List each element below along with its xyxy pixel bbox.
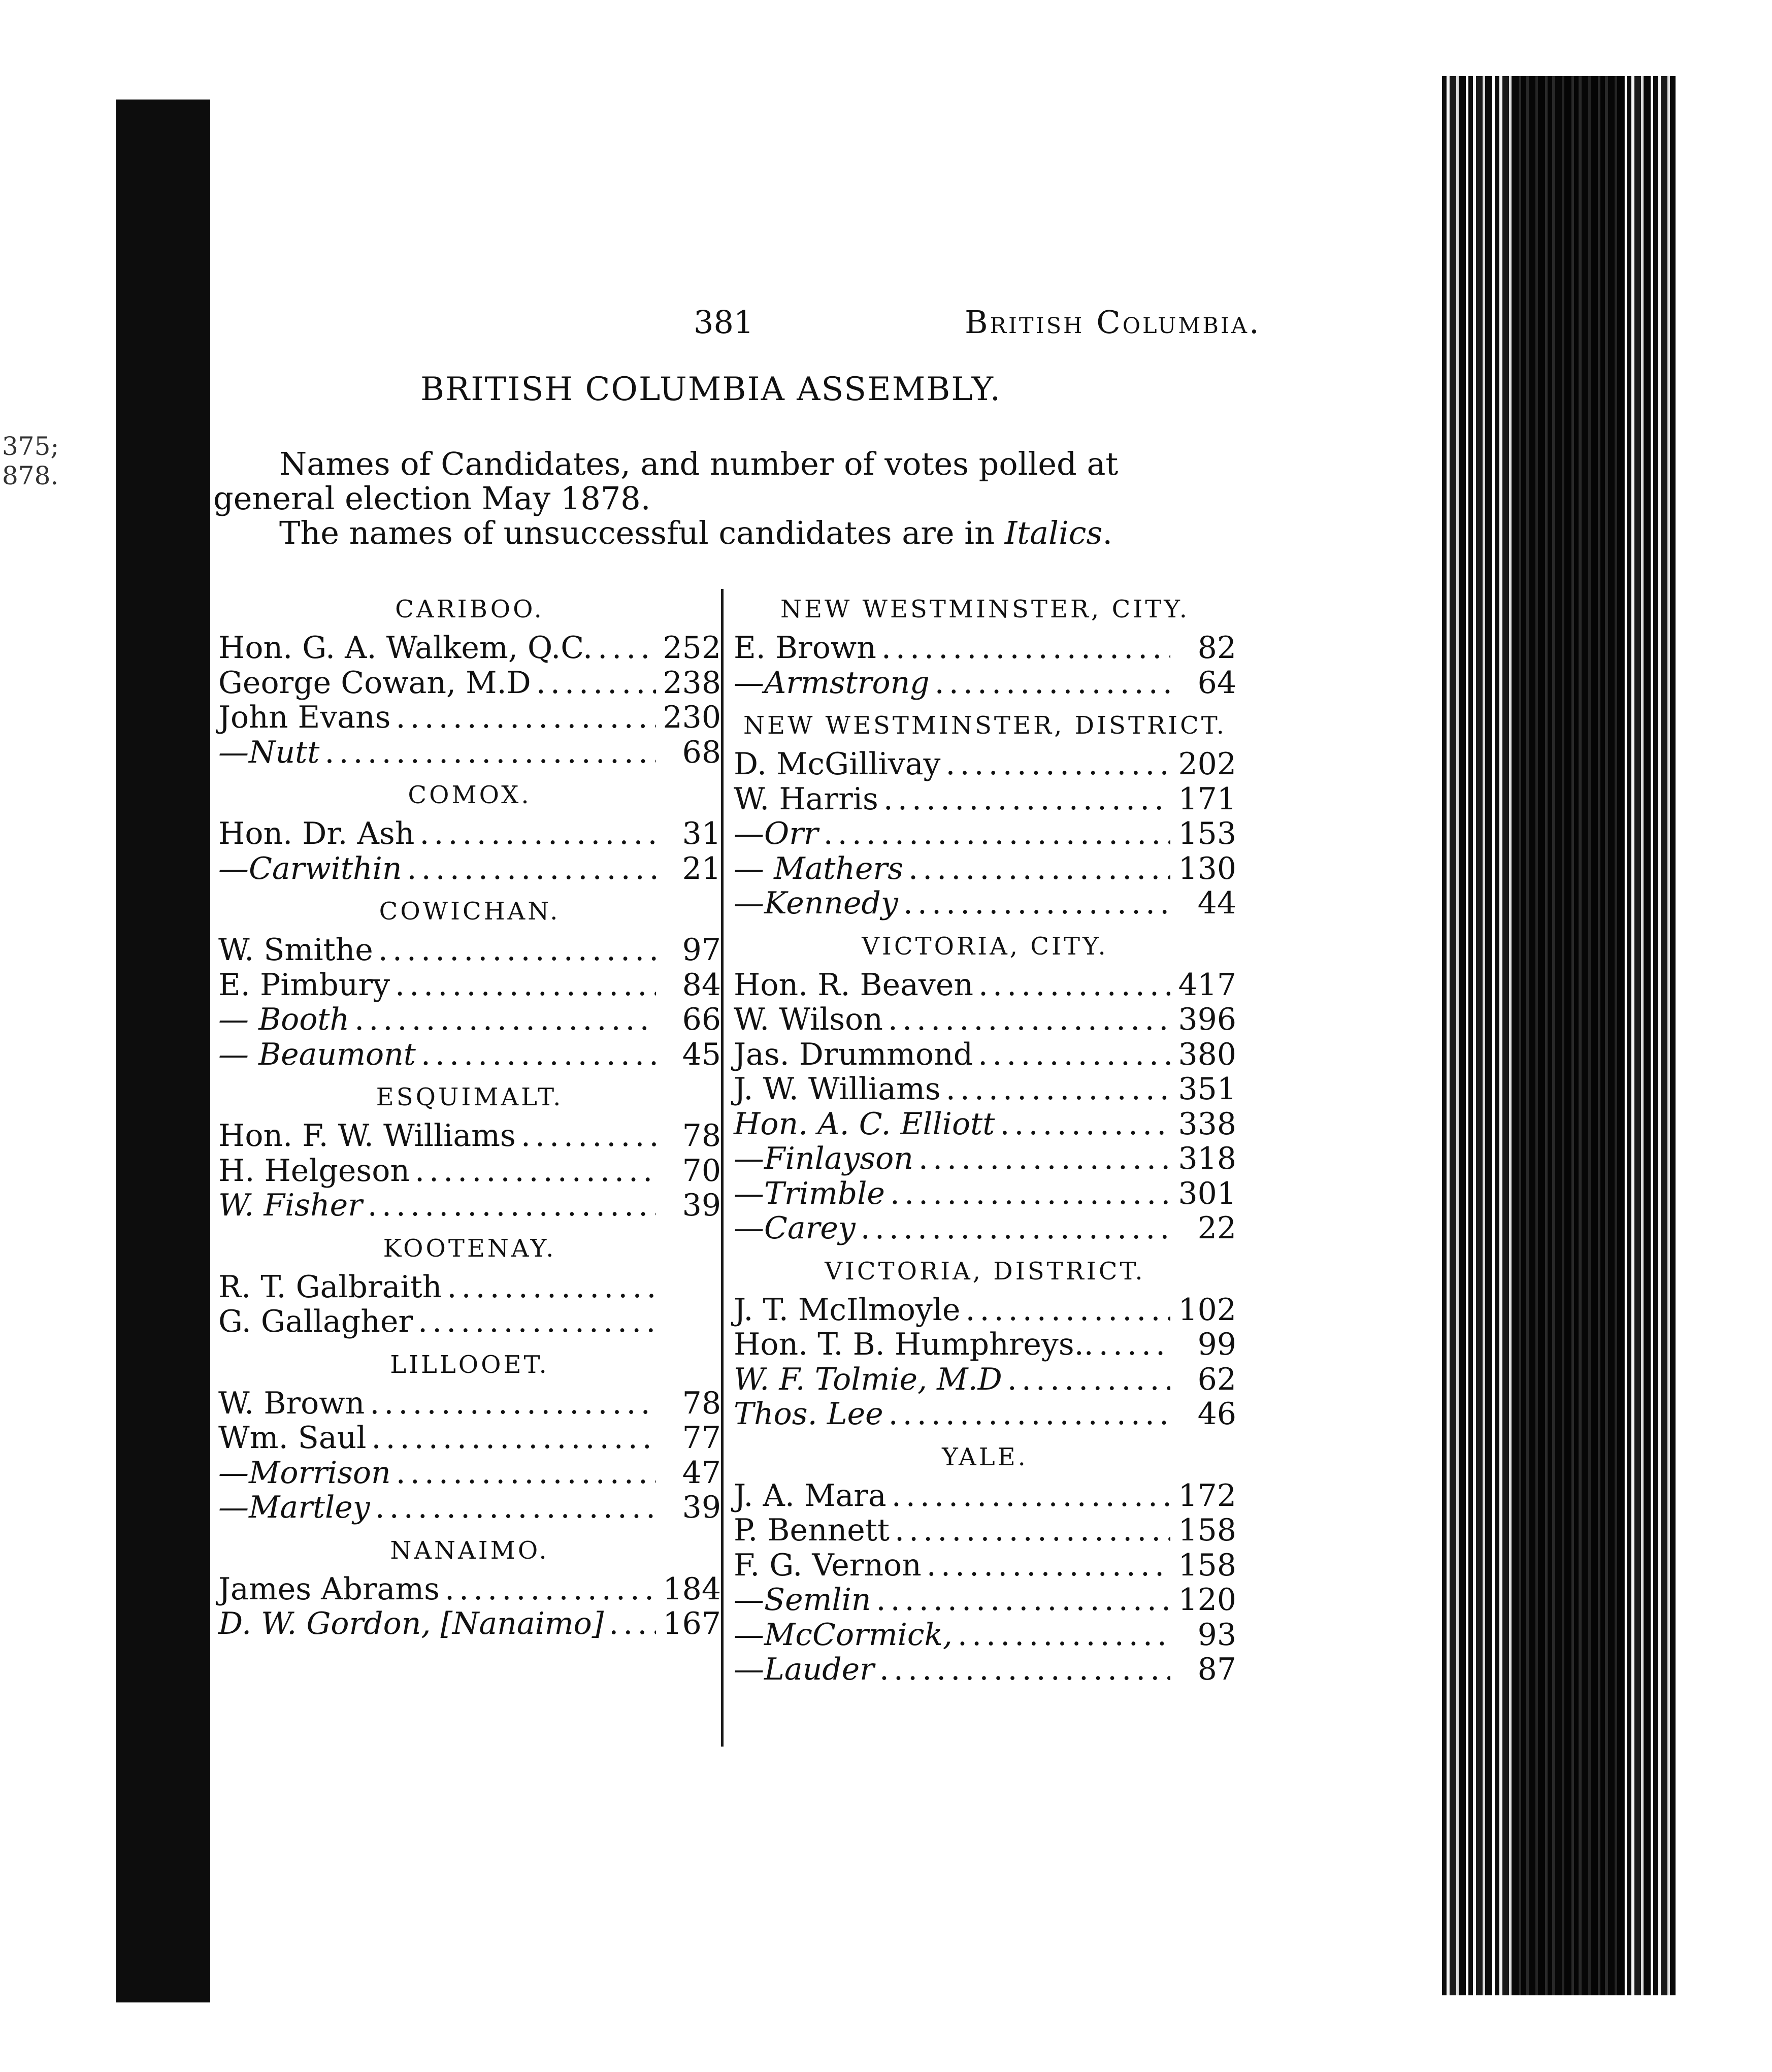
candidate-row bbox=[734, 782, 1236, 817]
candidate-row bbox=[218, 1154, 721, 1189]
dot-leader bbox=[903, 886, 1170, 921]
candidate-row bbox=[218, 1490, 721, 1525]
district-kootenay bbox=[218, 1223, 721, 1339]
district-yale bbox=[734, 1432, 1236, 1687]
candidate-row bbox=[734, 1107, 1236, 1142]
candidate-row bbox=[218, 1606, 721, 1641]
candidate-name: Thos. Lee bbox=[734, 1396, 883, 1432]
candidate-row bbox=[734, 1211, 1236, 1246]
dot-leader bbox=[407, 851, 657, 886]
vote-count: 158 bbox=[1178, 1512, 1236, 1548]
candidate-name: —McCormick, bbox=[734, 1617, 953, 1653]
candidate-row bbox=[734, 666, 1236, 701]
vote-count: 97 bbox=[682, 932, 721, 968]
dot-leader bbox=[883, 782, 1170, 817]
candidate-name: —Orr bbox=[734, 816, 818, 851]
vote-count: 45 bbox=[682, 1036, 721, 1072]
candidate-row bbox=[218, 816, 721, 851]
district-title: COMOX. bbox=[408, 781, 532, 809]
candidate-name: — Booth bbox=[218, 1002, 350, 1037]
candidate-name: J. T. McIlmoyle bbox=[734, 1292, 961, 1328]
candidate-name: —Lauder bbox=[734, 1652, 874, 1687]
vote-count: 22 bbox=[1197, 1210, 1236, 1246]
district-victoria-district bbox=[734, 1246, 1236, 1432]
candidate-row bbox=[218, 1119, 721, 1154]
vote-count: 64 bbox=[1197, 665, 1236, 701]
candidate-row bbox=[734, 851, 1236, 886]
district-victoria-city bbox=[734, 921, 1236, 1246]
candidate-name: Hon. Dr. Ash bbox=[218, 816, 415, 851]
candidate-name: F. G. Vernon bbox=[734, 1547, 922, 1583]
candidate-row bbox=[218, 1037, 721, 1072]
candidate-name: W. Wilson bbox=[734, 1002, 883, 1037]
candidate-name: —Armstrong bbox=[734, 665, 930, 701]
vote-count: 301 bbox=[1178, 1175, 1236, 1211]
candidate-row bbox=[218, 700, 721, 735]
candidate-name: —Carey bbox=[734, 1210, 856, 1246]
district-new-westminster-city bbox=[734, 584, 1236, 700]
intro-line-1: Names of Candidates, and number of votes polled at general election May 1878. bbox=[213, 445, 1119, 517]
dot-leader bbox=[889, 1397, 1170, 1432]
candidate-name: —Carwithin bbox=[218, 850, 402, 886]
right-column bbox=[734, 584, 1236, 1687]
vote-count: 120 bbox=[1178, 1582, 1236, 1618]
vote-count: 238 bbox=[663, 665, 721, 701]
dot-leader bbox=[881, 631, 1170, 666]
candidate-row bbox=[734, 1618, 1236, 1653]
dot-leader bbox=[445, 1572, 656, 1607]
candidate-name: J. A. Mara bbox=[734, 1477, 887, 1514]
candidate-row bbox=[734, 1037, 1236, 1072]
candidate-row bbox=[218, 968, 721, 1003]
candidate-row bbox=[734, 816, 1236, 851]
vote-count: 230 bbox=[663, 700, 721, 735]
dot-leader bbox=[876, 1583, 1170, 1618]
vote-count: 68 bbox=[682, 734, 721, 770]
candidate-row bbox=[218, 1572, 721, 1607]
column-divider bbox=[721, 589, 724, 1747]
vote-count: 77 bbox=[682, 1420, 721, 1456]
dot-leader bbox=[1007, 1362, 1170, 1397]
candidate-row bbox=[218, 1304, 721, 1339]
dot-leader bbox=[946, 1072, 1170, 1107]
margin-note-line-2: 878. bbox=[2, 461, 59, 490]
vote-count: 396 bbox=[1178, 1002, 1236, 1037]
candidate-row bbox=[734, 1583, 1236, 1618]
candidate-name: Hon. G. A. Walkem, Q.C. bbox=[218, 630, 593, 666]
candidate-name: W. Harris bbox=[734, 781, 878, 817]
vote-count: 21 bbox=[682, 850, 721, 886]
candidate-row bbox=[734, 1397, 1236, 1432]
candidate-row bbox=[218, 933, 721, 968]
vote-count: 318 bbox=[1178, 1141, 1236, 1176]
candidate-name: —Finlayson bbox=[734, 1141, 913, 1176]
vote-count: 172 bbox=[1178, 1477, 1236, 1514]
intro-line-2-prefix: The names of unsuccessful candidates are in bbox=[279, 514, 1005, 551]
dot-leader bbox=[370, 1386, 656, 1421]
district-title: CARIBOO. bbox=[395, 595, 544, 623]
candidate-row bbox=[734, 1072, 1236, 1107]
district-nanaimo bbox=[218, 1525, 721, 1641]
candidate-row bbox=[218, 1456, 721, 1491]
dot-leader bbox=[895, 1513, 1170, 1548]
candidate-name: Jas. Drummond bbox=[734, 1036, 973, 1072]
vote-count: 62 bbox=[1197, 1361, 1236, 1397]
candidate-row bbox=[734, 1327, 1236, 1362]
dot-leader bbox=[378, 933, 656, 968]
candidate-name: W. F. Tolmie, M.D bbox=[734, 1361, 1002, 1397]
candidate-name: —Trimble bbox=[734, 1175, 885, 1211]
vote-count: 46 bbox=[1197, 1396, 1236, 1432]
candidate-row bbox=[218, 1386, 721, 1421]
vote-count: 31 bbox=[682, 816, 721, 851]
dot-leader bbox=[419, 816, 656, 851]
dot-leader bbox=[415, 1154, 656, 1189]
candidate-row bbox=[734, 1002, 1236, 1037]
candidate-name: — Mathers bbox=[734, 850, 904, 886]
vote-count: 82 bbox=[1197, 630, 1236, 666]
dot-leader bbox=[609, 1606, 656, 1641]
candidate-row bbox=[218, 1421, 721, 1456]
dot-leader bbox=[935, 666, 1170, 701]
district-title: LILLOOET. bbox=[390, 1350, 549, 1379]
candidate-row bbox=[734, 968, 1236, 1003]
vote-count: 130 bbox=[1178, 850, 1236, 886]
candidate-name: Hon. F. W. Williams bbox=[218, 1118, 516, 1154]
dot-leader bbox=[598, 631, 656, 666]
page-title-text: BRITISH COLUMBIA ASSEMBLY. bbox=[420, 371, 1002, 408]
vote-count: 171 bbox=[1178, 781, 1236, 817]
candidate-name: George Cowan, M.D bbox=[218, 665, 531, 701]
candidate-row bbox=[734, 886, 1236, 921]
vote-count: 380 bbox=[1178, 1036, 1236, 1072]
candidate-name: W. Brown bbox=[218, 1385, 365, 1421]
vote-count: 158 bbox=[1178, 1547, 1236, 1583]
candidate-row bbox=[218, 631, 721, 666]
district-title: NEW WESTMINSTER, CITY. bbox=[780, 595, 1190, 623]
vote-count: 102 bbox=[1178, 1292, 1236, 1328]
dot-leader bbox=[418, 1304, 656, 1339]
candidate-row bbox=[734, 1652, 1236, 1687]
candidate-name: —Morrison bbox=[218, 1455, 391, 1491]
dot-leader bbox=[978, 968, 1170, 1003]
vote-count: 202 bbox=[1178, 746, 1236, 782]
vote-count: 417 bbox=[1178, 967, 1236, 1003]
page-number: 381 bbox=[694, 304, 754, 341]
margin-note-line-1: 375; bbox=[2, 432, 59, 461]
candidate-name: W. Smithe bbox=[218, 932, 373, 968]
candidate-row bbox=[734, 1513, 1236, 1548]
page-title bbox=[0, 371, 1422, 408]
candidate-name: H. Helgeson bbox=[218, 1153, 410, 1189]
intro-line-2 bbox=[213, 516, 1234, 550]
vote-count: 351 bbox=[1178, 1071, 1236, 1107]
vote-count: 78 bbox=[682, 1385, 721, 1421]
dot-leader bbox=[447, 1270, 656, 1305]
district-lillooet bbox=[218, 1339, 721, 1525]
dot-leader bbox=[324, 735, 656, 770]
candidate-name: —Martley bbox=[218, 1490, 370, 1525]
dot-leader bbox=[890, 1176, 1170, 1211]
dot-leader bbox=[879, 1652, 1170, 1687]
candidate-name: D. McGillivay bbox=[734, 746, 941, 782]
candidate-row bbox=[218, 735, 721, 770]
candidate-row bbox=[734, 1293, 1236, 1328]
intro-line-2-suffix: . bbox=[1102, 514, 1113, 551]
candidate-name: E. Pimbury bbox=[218, 967, 390, 1003]
dot-leader bbox=[824, 816, 1170, 851]
dot-leader bbox=[354, 1002, 656, 1037]
district-title: ESQUIMALT. bbox=[376, 1083, 564, 1111]
intro-italics-word: Italics bbox=[1004, 514, 1103, 551]
candidate-name: —Kennedy bbox=[734, 885, 898, 921]
candidate-row bbox=[734, 631, 1236, 666]
dot-leader bbox=[888, 1002, 1170, 1037]
dot-leader bbox=[958, 1618, 1170, 1653]
vote-count: 167 bbox=[663, 1606, 721, 1641]
vote-count: 70 bbox=[682, 1153, 721, 1189]
candidate-name: Hon. T. B. Humphreys.. bbox=[734, 1327, 1094, 1362]
district-title: VICTORIA, CITY. bbox=[862, 932, 1108, 961]
dot-leader bbox=[965, 1293, 1170, 1328]
dot-leader bbox=[908, 851, 1170, 886]
intro bbox=[213, 447, 1234, 550]
candidate-name: R. T. Galbraith bbox=[218, 1269, 442, 1305]
dot-leader bbox=[371, 1421, 656, 1456]
vote-count: 338 bbox=[1178, 1106, 1236, 1142]
district-title: YALE. bbox=[942, 1442, 1028, 1471]
candidate-name: D. W. Gordon, [Nanaimo] bbox=[218, 1606, 604, 1641]
candidate-row bbox=[218, 1188, 721, 1223]
candidate-name: Hon. R. Beaven bbox=[734, 967, 973, 1003]
vote-count: 84 bbox=[682, 967, 721, 1003]
candidate-row bbox=[218, 1270, 721, 1305]
candidate-name: P. Bennett bbox=[734, 1512, 890, 1548]
candidate-row bbox=[734, 1176, 1236, 1211]
candidate-name: J. W. Williams bbox=[734, 1071, 941, 1107]
page-edge-shadow bbox=[1518, 76, 1625, 1995]
candidate-row bbox=[734, 747, 1236, 782]
candidate-name: —Nutt bbox=[218, 734, 320, 770]
candidate-name: Hon. A. C. Elliott bbox=[734, 1106, 995, 1142]
candidate-name: —Semlin bbox=[734, 1582, 871, 1618]
candidate-row bbox=[734, 1478, 1236, 1514]
candidate-name: John Evans bbox=[218, 700, 391, 735]
district-comox bbox=[218, 770, 721, 886]
candidate-row bbox=[734, 1362, 1236, 1397]
dot-leader bbox=[927, 1548, 1170, 1583]
dot-leader bbox=[892, 1478, 1170, 1514]
vote-count: 66 bbox=[682, 1002, 721, 1037]
dot-leader bbox=[978, 1037, 1170, 1072]
district-title: NEW WESTMINSTER, DISTRICT. bbox=[743, 711, 1227, 740]
vote-count: 153 bbox=[1178, 816, 1236, 851]
dot-leader bbox=[396, 700, 656, 735]
candidate-name: — Beaumont bbox=[218, 1036, 416, 1072]
dot-leader bbox=[421, 1037, 656, 1072]
district-title: NANAIMO. bbox=[390, 1536, 549, 1565]
district-title: COWICHAN. bbox=[379, 897, 561, 926]
candidate-row bbox=[734, 1141, 1236, 1176]
district-cariboo bbox=[218, 584, 721, 770]
candidate-row bbox=[218, 851, 721, 886]
candidate-name: W. Fisher bbox=[218, 1188, 363, 1223]
candidate-row bbox=[218, 1002, 721, 1037]
vote-count: 44 bbox=[1197, 885, 1236, 921]
dot-leader bbox=[945, 747, 1170, 782]
vote-count: 78 bbox=[682, 1118, 721, 1154]
dot-leader bbox=[395, 968, 656, 1003]
candidate-name: Wm. Saul bbox=[218, 1420, 367, 1456]
candidate-name: G. Gallagher bbox=[218, 1304, 413, 1339]
district-cowichan bbox=[218, 886, 721, 1072]
dot-leader bbox=[918, 1141, 1170, 1176]
dot-leader bbox=[375, 1490, 656, 1525]
vote-count: 252 bbox=[663, 630, 721, 666]
candidate-row bbox=[734, 1548, 1236, 1583]
vote-count: 87 bbox=[1197, 1652, 1236, 1687]
dot-leader bbox=[521, 1119, 656, 1154]
candidate-name: E. Brown bbox=[734, 630, 876, 666]
vote-count: 99 bbox=[1197, 1327, 1236, 1362]
running-header-section: British Columbia. bbox=[965, 304, 1261, 341]
candidate-name: James Abrams bbox=[218, 1571, 440, 1607]
dot-leader bbox=[1099, 1327, 1170, 1362]
vote-count: 39 bbox=[682, 1188, 721, 1223]
vote-count: 39 bbox=[682, 1490, 721, 1525]
dot-leader bbox=[368, 1188, 656, 1223]
district-title: KOOTENAY. bbox=[383, 1234, 556, 1263]
dot-leader bbox=[861, 1211, 1170, 1246]
dot-leader bbox=[1000, 1107, 1170, 1142]
district-new-westminster-district bbox=[734, 700, 1236, 921]
candidate-row bbox=[218, 666, 721, 701]
vote-count: 184 bbox=[663, 1571, 721, 1607]
district-esquimalt bbox=[218, 1072, 721, 1223]
vote-count: 47 bbox=[682, 1455, 721, 1491]
vote-count: 93 bbox=[1197, 1617, 1236, 1653]
dot-leader bbox=[536, 666, 656, 701]
left-column bbox=[218, 584, 721, 1641]
dot-leader bbox=[396, 1456, 656, 1491]
district-title: VICTORIA, DISTRICT. bbox=[825, 1257, 1145, 1286]
